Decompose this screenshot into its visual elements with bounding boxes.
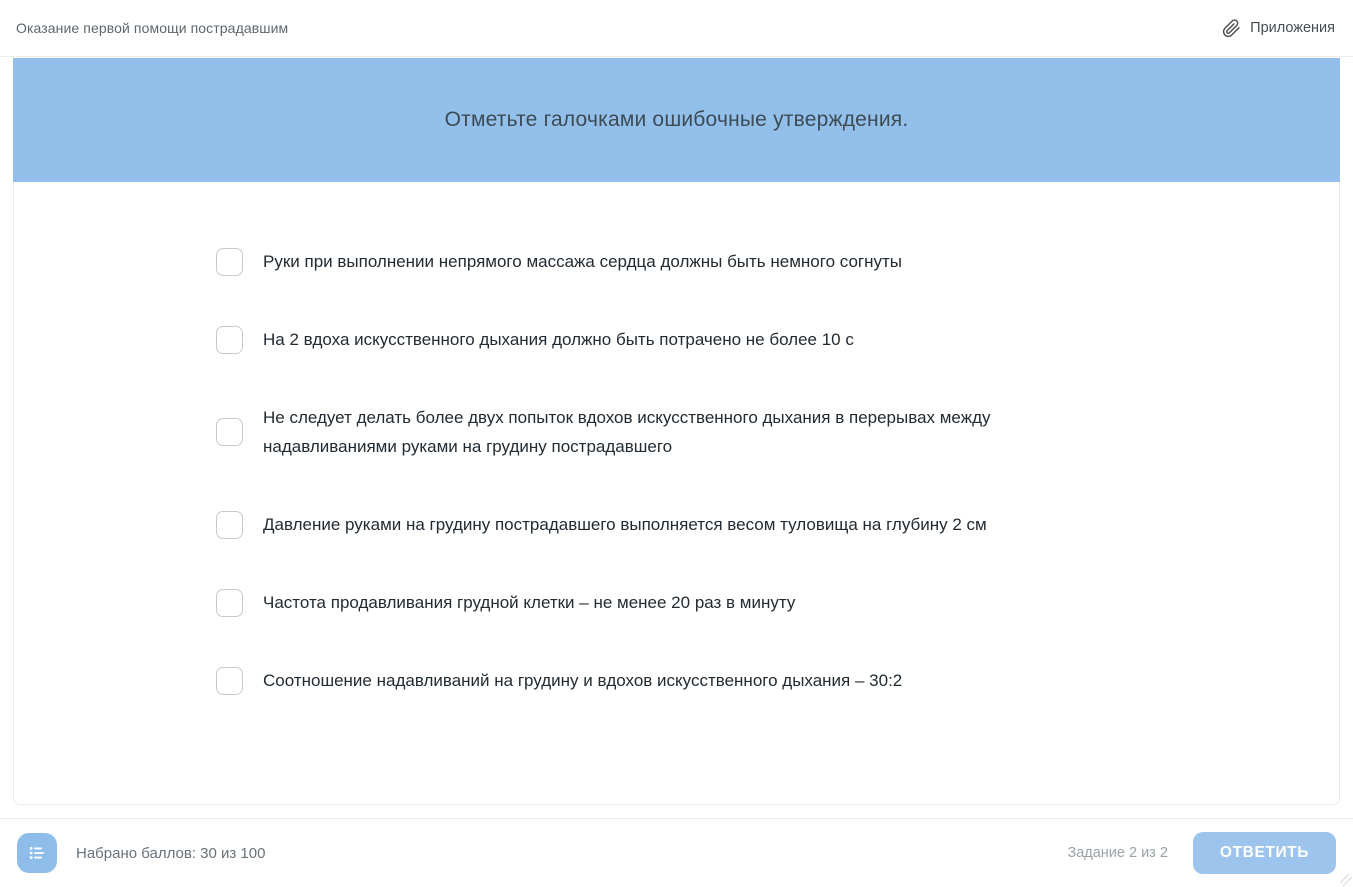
statement-row xyxy=(216,403,1096,461)
statement-row xyxy=(216,666,1096,695)
statement-label[interactable]: Частота продавливания грудной клетки – не менее 20 раз в минуту xyxy=(263,593,796,612)
statement-checkbox-1[interactable] xyxy=(216,248,243,276)
question-text: Отметьте галочками ошибочные утверждения. xyxy=(444,108,909,131)
paperclip-icon xyxy=(1222,19,1241,38)
score-label: Набрано баллов: 30 из 100 xyxy=(76,844,266,862)
statement-row xyxy=(216,325,1096,354)
task-list-button[interactable] xyxy=(17,833,57,873)
statement-label[interactable]: Не следует делать более двух попыток вдохов искусственного дыхания в перерывах между надавливаниями руками на грудину пострадавшего xyxy=(263,408,991,456)
question-banner xyxy=(13,58,1340,182)
top-bar xyxy=(0,0,1353,57)
statement-label[interactable]: Соотношение надавливаний на грудину и вдохов искусственного дыхания – 30:2 xyxy=(263,671,903,690)
statement-label[interactable]: Давление руками на грудину пострадавшего выполняется весом туловища на глубину 2 см xyxy=(263,515,987,534)
statement-checkbox-4[interactable] xyxy=(216,511,243,539)
statement-checkbox-6[interactable] xyxy=(216,667,243,695)
statement-label[interactable]: Руки при выполнении непрямого массажа сердца должны быть немного согнуты xyxy=(263,252,903,271)
statements-card xyxy=(13,182,1340,805)
footer-bar xyxy=(0,818,1353,887)
answer-button[interactable]: ОТВЕТИТЬ xyxy=(1193,832,1336,874)
page-title: Оказание первой помощи пострадавшим xyxy=(16,20,289,36)
task-counter: Задание 2 из 2 xyxy=(1067,845,1168,861)
statement-label[interactable]: На 2 вдоха искусственного дыхания должно быть потрачено не более 10 с xyxy=(263,330,854,349)
statement-row xyxy=(216,247,1096,276)
statement-checkbox-5[interactable] xyxy=(216,589,243,617)
statement-checkbox-2[interactable] xyxy=(216,326,243,354)
list-icon xyxy=(27,843,47,863)
window-resize-grip[interactable] xyxy=(1340,874,1352,886)
attachments-button[interactable] xyxy=(1222,19,1335,38)
attachments-label: Приложения xyxy=(1250,20,1335,36)
content-footer-gap xyxy=(0,805,1353,818)
statement-row xyxy=(216,510,1096,539)
footer-right xyxy=(1067,832,1336,874)
statement-row xyxy=(216,588,1096,617)
statement-checkbox-3[interactable] xyxy=(216,418,243,446)
footer-left xyxy=(17,833,265,873)
